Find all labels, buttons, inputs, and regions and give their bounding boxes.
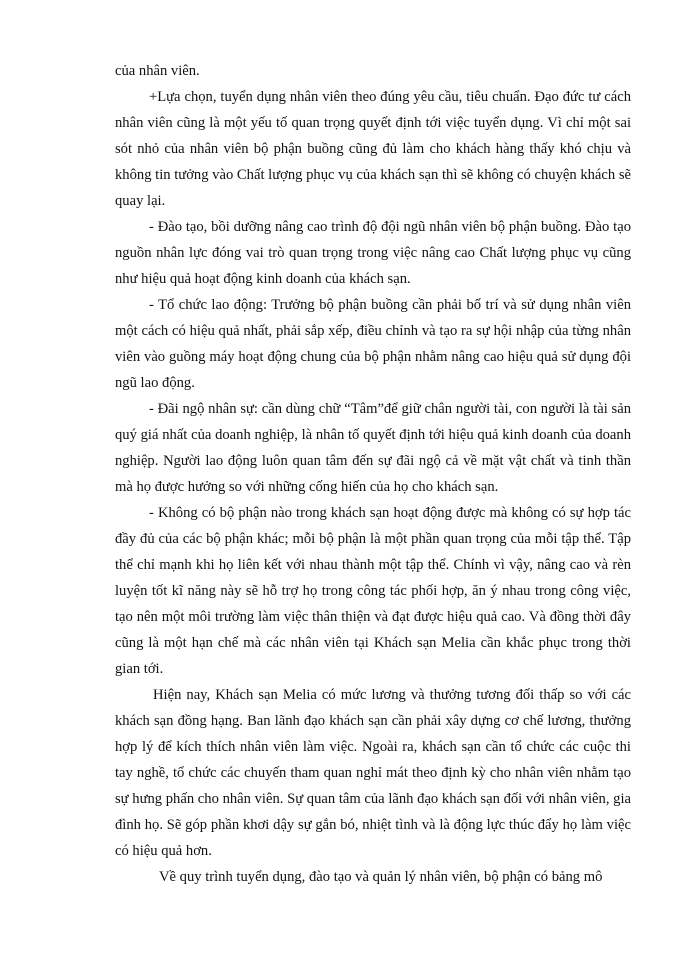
paragraph-personnel-treatment: - Đãi ngộ nhân sự: cần dùng chữ “Tâm”để giữ chân người tài, con người là tài sản quý giá nhất của doanh nghiệp, là nhân tố quyết định tới hiệu quả kinh doanh của doanh nghiệp. Người lao động luôn quan tâm đến sự đãi ngộ cả về mặt vật chất và tinh thần mà họ được hưởng so với những cống hiến của họ cho khách sạn.	[115, 401, 631, 495]
paragraph-labor-organization: - Tổ chức lao động: Trưởng bộ phận buồng cần phải bố trí và sử dụng nhân viên một cách có hiệu quả nhất, phải sắp xếp, điều chỉnh và tạo ra sự hội nhập của từng nhân viên vào guồng máy hoạt động chung của bộ phận nhằm nâng cao hiệu quả sử dụng đội ngũ lao động.	[115, 297, 631, 391]
paragraph-continuation: của nhân viên.	[115, 63, 200, 79]
paragraph-training: - Đào tạo, bồi dưỡng nâng cao trình độ đội ngũ nhân viên bộ phận buồng. Đào tạo nguồn nhân lực đóng vai trò quan trọng trong việc nâng cao Chất lượng phục vụ cũng như hiệu quả hoạt động kinh doanh của khách sạn.	[115, 219, 631, 287]
paragraph-salary: Hiện nay, Khách sạn Melia có mức lương và thưởng tương đối thấp so với các khách sạn đồng hạng. Ban lãnh đạo khách sạn cần phải xây dựng cơ chế lương, thưởng hợp lý để kích thích nhân viên làm việc. Ngoài ra, khách sạn cần tổ chức các cuộc thi tay nghề, tổ chức các chuyến tham quan nghỉ mát theo định kỳ cho nhân viên nhằm tạo sự hưng phấn cho nhân viên. Sự quan tâm của lãnh đạo khách sạn đối với nhân viên, gia đình họ. Sẽ góp phần khơi dậy sự gắn bó, nhiệt tình và là động lực thúc đẩy họ làm việc có hiệu quả hơn.	[115, 687, 631, 859]
body-text	[115, 58, 631, 890]
paragraph-recruitment-process: Về quy trình tuyển dụng, đào tạo và quản lý nhân viên, bộ phận có bảng mô	[159, 869, 603, 885]
paragraph-cooperation: - Không có bộ phận nào trong khách sạn hoạt động được mà không có sự hợp tác đầy đủ của các bộ phận khác; mỗi bộ phận là một phần quan trọng của mỗi tập thể. Tập thể chỉ mạnh khi họ liên kết với nhau thành một tập thể. Chính vì vậy, nâng cao và rèn luyện tốt kĩ năng này sẽ hỗ trợ họ trong công tác phối hợp, ăn ý nhau trong công việc, tạo nên một môi trường làm việc thân thiện và đạt được hiệu quả cao. Và đồng thời đây cũng là một hạn chế mà các nhân viên tại Khách sạn Melia cần khắc phục trong thời gian tới.	[115, 505, 631, 677]
paragraph-recruitment: +Lựa chọn, tuyển dụng nhân viên theo đúng yêu cầu, tiêu chuẩn. Đạo đức tư cách nhân viên cũng là một yếu tố quan trọng quyết định tới việc tuyển dụng. Vì chỉ một sai sót nhỏ của nhân viên bộ phận buồng cũng đủ làm cho khách hàng thấy khó chịu và không tin tưởng vào Chất lượng phục vụ của khách sạn thì sẽ không có chuyện khách sẽ quay lại.	[115, 89, 631, 209]
